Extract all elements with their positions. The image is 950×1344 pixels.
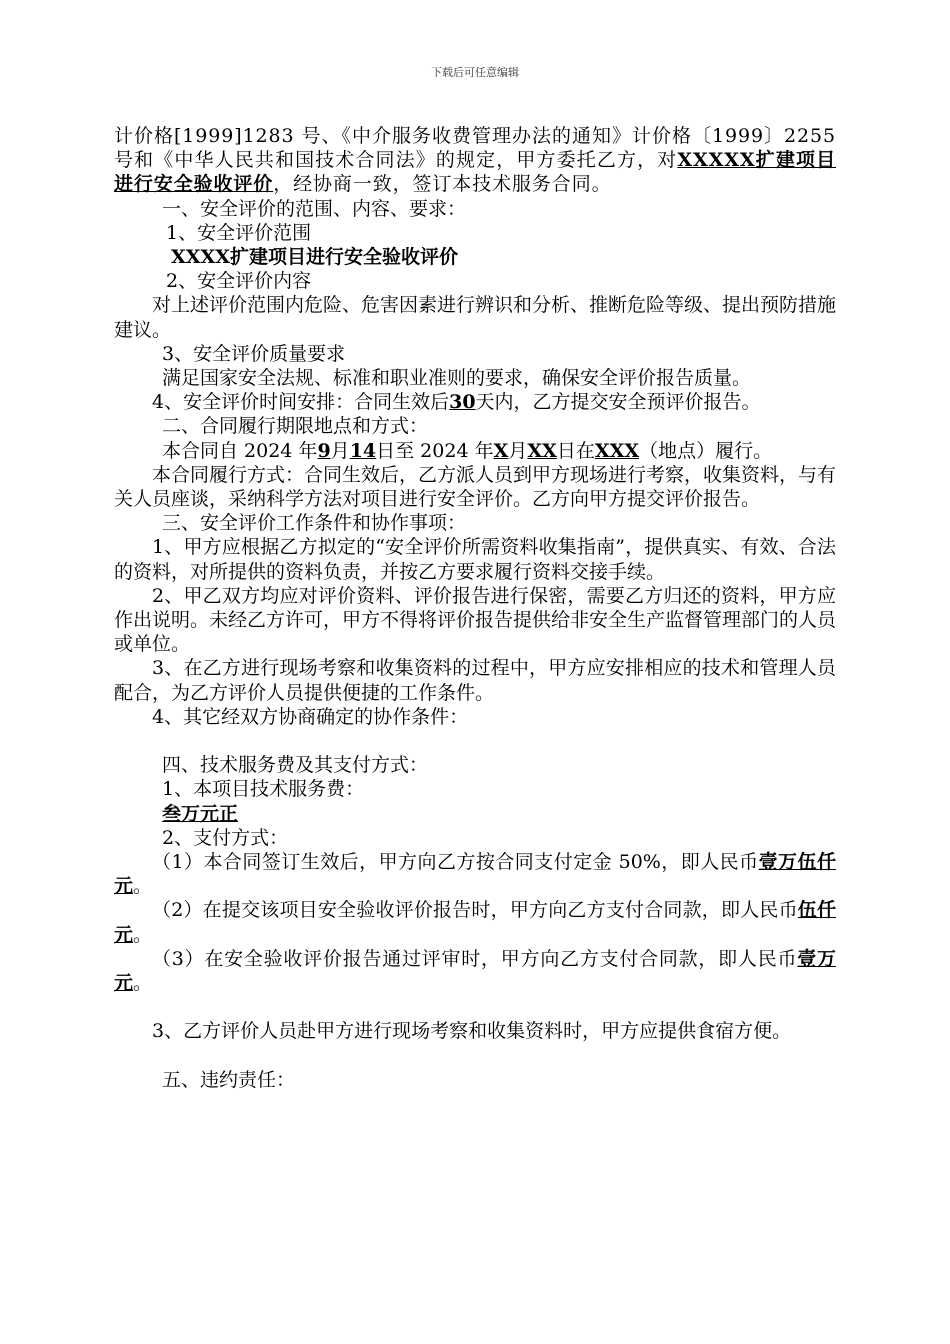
fee-amount: 叁万元正: [162, 802, 239, 825]
cooperation-item-2: 2、甲乙双方均应对评价资料、评价报告进行保密，需要乙方归还的资料，甲方应作出说明。未经乙方许可，甲方不得将评价报告提供给非安全生产监督管理部门的人员或单位。: [114, 584, 837, 656]
section2-heading: 二、合同履行期限地点和方式：: [162, 415, 429, 438]
period-end-month: X: [493, 439, 509, 462]
contract-body: [114, 124, 836, 1092]
intro-text: 计价格[1999]1283 号、《中介服务收费管理办法的通知》计价格〔1999〕2255号和《中华人民共和国技术合同法》的规定，甲方委托乙方，对: [114, 125, 836, 172]
payment-amount-3: 壹万元: [114, 947, 836, 995]
contract-period: [114, 439, 836, 463]
section1-heading: 一、安全评价的范围、内容、要求：: [162, 197, 467, 220]
period-text: 本合同自 2024 年: [162, 439, 318, 462]
quality-text: 满足国家安全法规、标准和职业准则的要求，确保安全评价报告质量。: [162, 367, 752, 390]
content-text: 对上述评价范围内危险、危害因素进行辨识和分析、推断危险等级、提出预防措施建议。: [114, 294, 837, 341]
scope-title: 1、安全评价范围: [166, 221, 312, 244]
period-place: XXX: [594, 439, 640, 462]
payment-item-1: [114, 850, 836, 898]
payment-text: 。: [133, 923, 153, 946]
payment-amount-2: 伍仟元: [114, 899, 836, 946]
project-name: XXXXX扩建项目进行安全验收评价: [114, 149, 837, 196]
payment-text: （3）在安全验收评价报告通过评审时，甲方向乙方支付合同款，即人民币: [152, 947, 798, 970]
period-text: （地点）履行。: [639, 439, 773, 462]
payment-text: （2）在提交该项目安全验收评价报告时，甲方向乙方支付合同款，即人民币: [152, 899, 798, 922]
cooperation-item-3: 3、在乙方进行现场考察和收集资料的过程中，甲方应安排相应的技术和管理人员配合，为乙方评价人员提供便捷的工作条件。: [114, 657, 836, 704]
period-start-day: 14: [349, 439, 377, 462]
payment-text: （1）本合同签订生效后，甲方向乙方按合同支付定金 50%，即人民币: [152, 851, 759, 874]
intro-paragraph: [114, 124, 836, 197]
time-days: 30: [449, 391, 476, 414]
fee-item-3: 3、乙方评价人员赴甲方进行现场考察和收集资料时，甲方应提供食宿方便。: [152, 1020, 792, 1043]
period-end-day: XX: [527, 439, 557, 462]
quality-title: 3、安全评价质量要求: [162, 342, 346, 365]
period-text: 月: [508, 439, 528, 462]
payment-title: 2、支付方式：: [162, 826, 289, 849]
contract-method: 本合同履行方式：合同生效后，乙方派人员到甲方现场进行考察，收集资料，与有关人员座谈，采纳科学方法对项目进行安全评价。乙方向甲方提交评价报告。: [114, 463, 837, 511]
period-start-month: 9: [317, 439, 331, 462]
period-text: 日至 2024 年: [376, 439, 494, 462]
blank-line: [114, 1044, 836, 1068]
time-arrangement: [114, 390, 836, 414]
payment-amount-1: 壹万伍仟元: [114, 851, 836, 898]
payment-text: 。: [133, 875, 153, 898]
blank-line: [114, 995, 836, 1019]
payment-item-3: [114, 947, 836, 995]
page-header: 下载后可任意编辑: [431, 66, 519, 79]
cooperation-item-4: 4、其它经双方协商确定的协作条件：: [152, 705, 469, 728]
section3-heading: 三、安全评价工作条件和协作事项：: [162, 512, 467, 535]
time-pre: 4、安全评价时间安排：合同生效后: [152, 391, 450, 414]
period-text: 日在: [556, 439, 595, 462]
content-title: 2、安全评价内容: [166, 270, 312, 293]
fee-title: 1、本项目技术服务费：: [162, 778, 365, 801]
section4-heading: 四、技术服务费及其支付方式：: [162, 754, 429, 777]
payment-text: 。: [133, 972, 153, 995]
section5-heading: 五、违约责任：: [162, 1068, 296, 1091]
period-text: 月: [330, 439, 350, 462]
intro-rest: ，经协商一致，签订本技术服务合同。: [273, 173, 612, 196]
time-post: 天内，乙方提交安全预评价报告。: [475, 391, 761, 414]
scope-value: XXXX扩建项目进行安全验收评价: [171, 246, 458, 269]
payment-item-2: [114, 898, 836, 946]
blank-line: [114, 729, 836, 753]
cooperation-item-1: 1、甲方应根据乙方拟定的“安全评价所需资料收集指南”，提供真实、有效、合法的资料，对所提供的资料负责，并按乙方要求履行资料交接手续。: [114, 536, 836, 583]
